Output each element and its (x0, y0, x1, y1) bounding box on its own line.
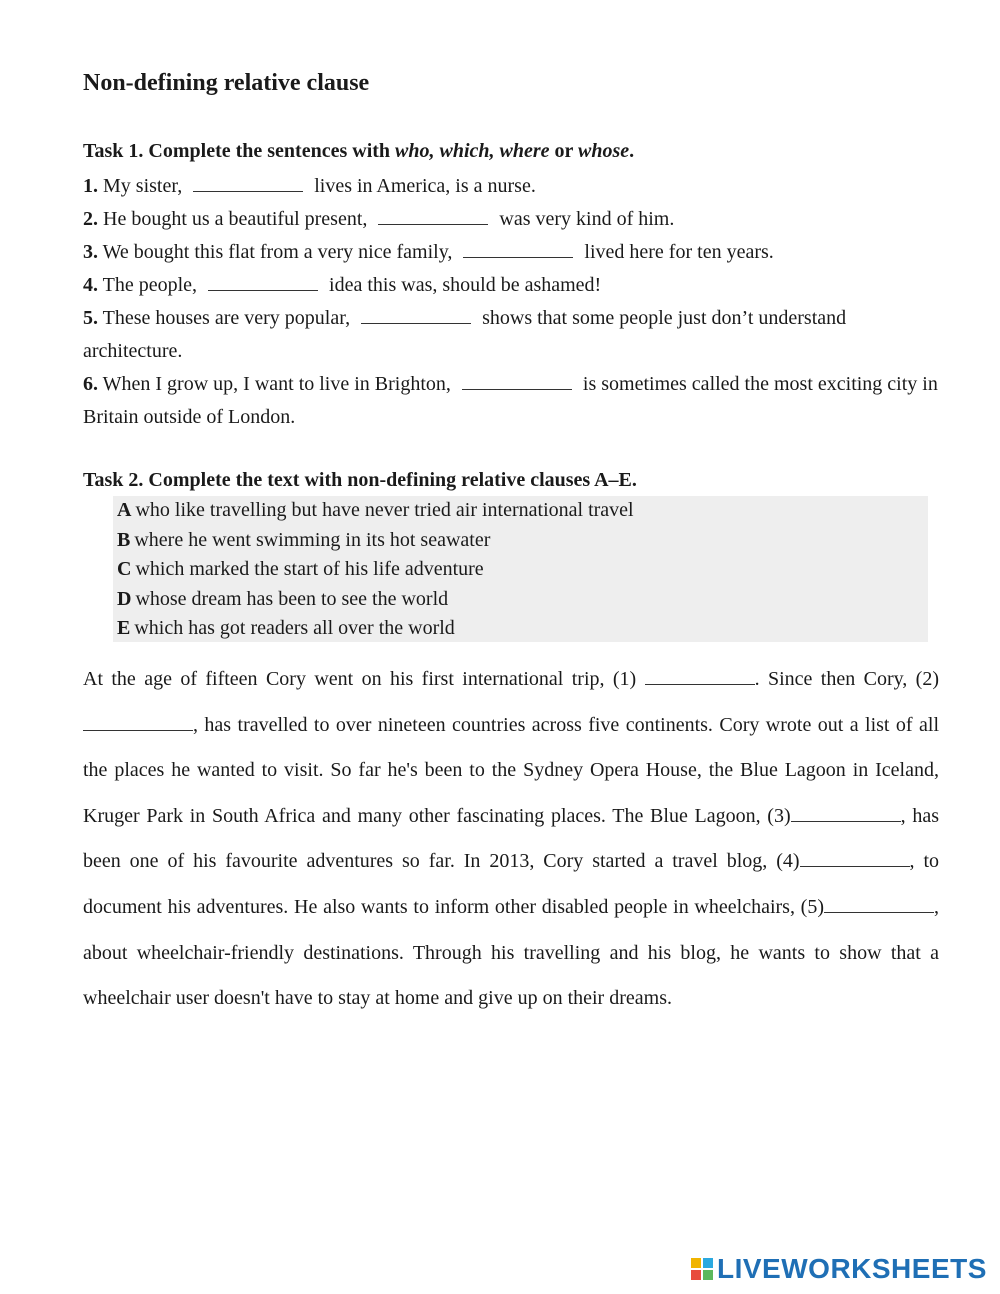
sentence-before: When I grow up, I want to live in Brighton, (98, 373, 456, 395)
passage-text: , to document his adventures. He also wants to inform other disabled people in wheelchairs, (5) (83, 850, 940, 918)
clause-option-d (113, 585, 928, 615)
sentence-after: idea this was, should be ashamed! (324, 274, 602, 296)
option-text: whose dream has been to see the world (135, 587, 449, 610)
option-text: where he went swimming in its hot seawater (134, 528, 491, 551)
sentence-before: He bought us a beautiful present, (98, 208, 373, 230)
task2-passage (83, 657, 939, 1022)
item-number: 6. (83, 373, 98, 395)
option-text: which marked the start of his life adventure (135, 558, 484, 580)
clause-option-e (113, 614, 928, 644)
option-letter: D (117, 587, 132, 610)
sentence-before: My sister, (98, 175, 188, 197)
passage-blank-5[interactable] (824, 896, 934, 913)
passage-blank-1[interactable] (645, 668, 755, 685)
task1-item-2 (83, 203, 943, 236)
task1-heading-end: . (629, 140, 635, 162)
answer-blank-4[interactable] (208, 274, 318, 291)
item-number: 4. (83, 274, 98, 296)
task1-heading-words: who, which, where (395, 140, 550, 162)
sentence-after: shows that some people just don’t understand architecture. (83, 307, 847, 362)
answer-blank-5[interactable] (361, 307, 471, 324)
sentence-before: These houses are very popular, (98, 307, 356, 329)
sentence-after: was very kind of him. (494, 208, 675, 230)
sentence-after: lives in America, is a nurse. (309, 175, 536, 197)
option-letter: B (117, 528, 131, 551)
task1-item-5 (83, 302, 943, 368)
passage-blank-2[interactable] (83, 714, 193, 731)
task1-item-6 (83, 368, 943, 434)
task1-item-1 (83, 170, 943, 203)
option-letter: E (117, 617, 131, 639)
task1-heading (83, 140, 634, 163)
sentence-after: lived here for ten years. (579, 241, 774, 263)
passage-text: , about wheelchair-friendly destinations. Through his travelling and his blog, he wants to show that a wheelchair user doesn't have to stay at home and give up on their dreams. (83, 895, 939, 1010)
logo-text: LIVEWORKSHEETS (717, 1253, 987, 1284)
passage-blank-3[interactable] (791, 805, 901, 822)
item-number: 1. (83, 175, 98, 197)
passage-text: , has been one of his favourite adventures so far. In 2013, Cory started a travel blog, (4) (83, 804, 939, 873)
option-text: who like travelling but have never tried air international travel (135, 499, 634, 521)
option-text: which has got readers all over the world (134, 617, 455, 639)
answer-blank-1[interactable] (193, 175, 303, 192)
item-number: 2. (83, 208, 98, 230)
passage-blank-4[interactable] (800, 850, 910, 867)
item-number: 3. (83, 241, 98, 263)
liveworksheets-logo[interactable] (691, 1253, 987, 1285)
clause-option-a (113, 496, 928, 526)
task1-item-4 (83, 269, 943, 302)
liveworksheets-logo-icon (691, 1258, 713, 1280)
sentence-before: The people, (98, 274, 203, 296)
item-number: 5. (83, 307, 98, 329)
clause-options-box (113, 496, 928, 642)
page-title: Non-defining relative clause (83, 70, 370, 96)
passage-text: , has travelled to over nineteen countries across five continents. Cory wrote out a list of all the places he wanted to visit. So far he's been to the Sydney Opera House, the Blue Lagoon in Iceland, Kruger Park in South Africa and many other fascinating places. The Blue Lagoon, (3) (83, 713, 939, 827)
task2-heading: Task 2. Complete the text with non-defining relative clauses A–E. (83, 469, 637, 491)
sentence-before: We bought this flat from a very nice family, (98, 241, 458, 263)
task1-heading-whose: whose (578, 140, 630, 162)
task1-heading-or: or (549, 140, 579, 162)
passage-text: . Since then Cory, (2) (754, 668, 940, 690)
answer-blank-6[interactable] (462, 373, 572, 390)
option-letter: A (117, 499, 132, 521)
clause-option-c (113, 555, 928, 585)
task1-list (83, 170, 943, 434)
task1-heading-text: Task 1. Complete the sentences with (83, 140, 396, 162)
sentence-after: is sometimes called the most exciting city in Britain outside of London. (83, 373, 938, 428)
answer-blank-3[interactable] (463, 241, 573, 258)
passage-text: At the age of fifteen Cory went on his first international trip, (1) (83, 668, 645, 690)
answer-blank-2[interactable] (378, 208, 488, 225)
option-letter: C (117, 558, 132, 580)
clause-option-b (113, 526, 928, 556)
task1-item-3 (83, 236, 943, 269)
